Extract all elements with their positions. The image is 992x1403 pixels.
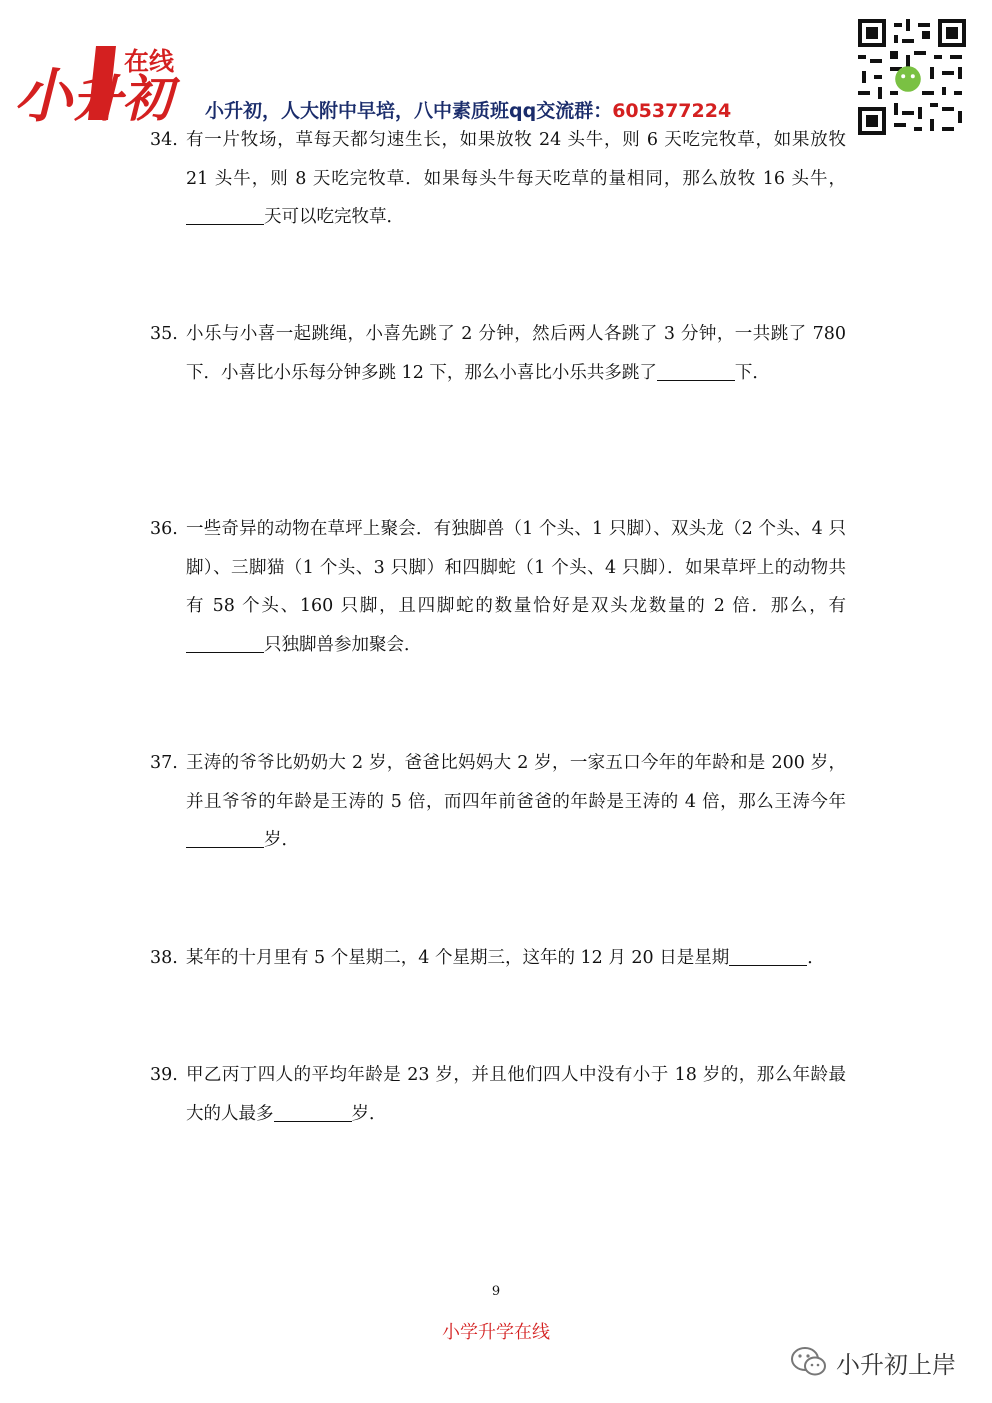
question-text: 有一片牧场，草每天都匀速生长，如果放牧 24 头牛，则 6 天吃完牧草，如果放牧 21 头牛，则 8 天吃完牧草．如果每头牛每天吃草的量相同，那么放牧 16 头牛，天可以吃完牧草． [186, 130, 846, 227]
question-number: 35. [150, 324, 178, 344]
qq-number: 605377224 [612, 100, 732, 122]
wechat-watermark [790, 1342, 956, 1382]
watermark-text: 小升初上岸 [836, 1350, 956, 1379]
question-number: 36. [150, 519, 178, 539]
svg-text:在线: 在线 [124, 47, 175, 76]
page-number: 9 [491, 1284, 501, 1299]
svg-text:小: 小 [14, 62, 73, 125]
qr-code-icon [858, 18, 966, 136]
question-35 [150, 315, 850, 392]
question-number: 37. [150, 753, 178, 773]
xiaoshengchu-logo [12, 40, 182, 125]
site-name: 小学升学在线 [442, 1322, 550, 1343]
question-37 [150, 744, 850, 860]
wechat-icon [790, 1345, 828, 1379]
answer-blank[interactable] [186, 207, 264, 226]
question-39 [150, 1056, 850, 1133]
question-34 [150, 121, 850, 237]
question-36 [150, 510, 850, 664]
answer-blank[interactable] [186, 830, 264, 849]
question-text: 某年的十月里有 5 个星期二，4 个星期三，这年的 12 月 20 日是星期 ． [186, 948, 825, 968]
answer-blank[interactable] [186, 634, 264, 653]
group-text: 小升初，人大附中早培，八中素质班qq交流群： [205, 100, 613, 122]
question-number: 38. [150, 948, 178, 968]
question-number: 34. [150, 130, 178, 150]
svg-text:升初: 升初 [72, 70, 172, 125]
question-text: 甲乙丙丁四人的平均年龄是 23 岁，并且他们四人中没有小于 18 岁的，那么年龄最大的人最多 岁． [186, 1065, 846, 1124]
qq-group-banner [205, 96, 731, 123]
answer-blank[interactable] [274, 1103, 352, 1122]
question-38 [150, 939, 850, 978]
question-text: 王涛的爷爷比奶奶大 2 岁，爸爸比妈妈大 2 岁，一家五口今年的年龄和是 200 岁，并且爷爷的年龄是王涛的 5 倍，而四年前爸爸的年龄是王涛的 4 倍，那么王涛今年岁． [186, 753, 846, 850]
answer-blank[interactable] [729, 948, 807, 967]
answer-blank[interactable] [657, 362, 735, 381]
question-text: 一些奇异的动物在草坪上聚会．有独脚兽（1 个头、1 只脚）、双头龙（2 个头、4 只脚）、三脚猫（1 个头、3 只脚）和四脚蛇（1 个头、4 只脚）．如果草坪上的动物共有 58 个头、160 只脚，且四脚蛇的数量恰好是双头龙数量的 2 倍．那么，有只独脚兽参加聚会． [186, 519, 846, 655]
question-number: 39. [150, 1065, 178, 1085]
question-text: 小乐与小喜一起跳绳，小喜先跳了 2 分钟，然后两人各跳了 3 分钟，一共跳了 780 下．小喜比小乐每分钟多跳 12 下，那么小喜比小乐共多跳了 下． [186, 324, 846, 383]
